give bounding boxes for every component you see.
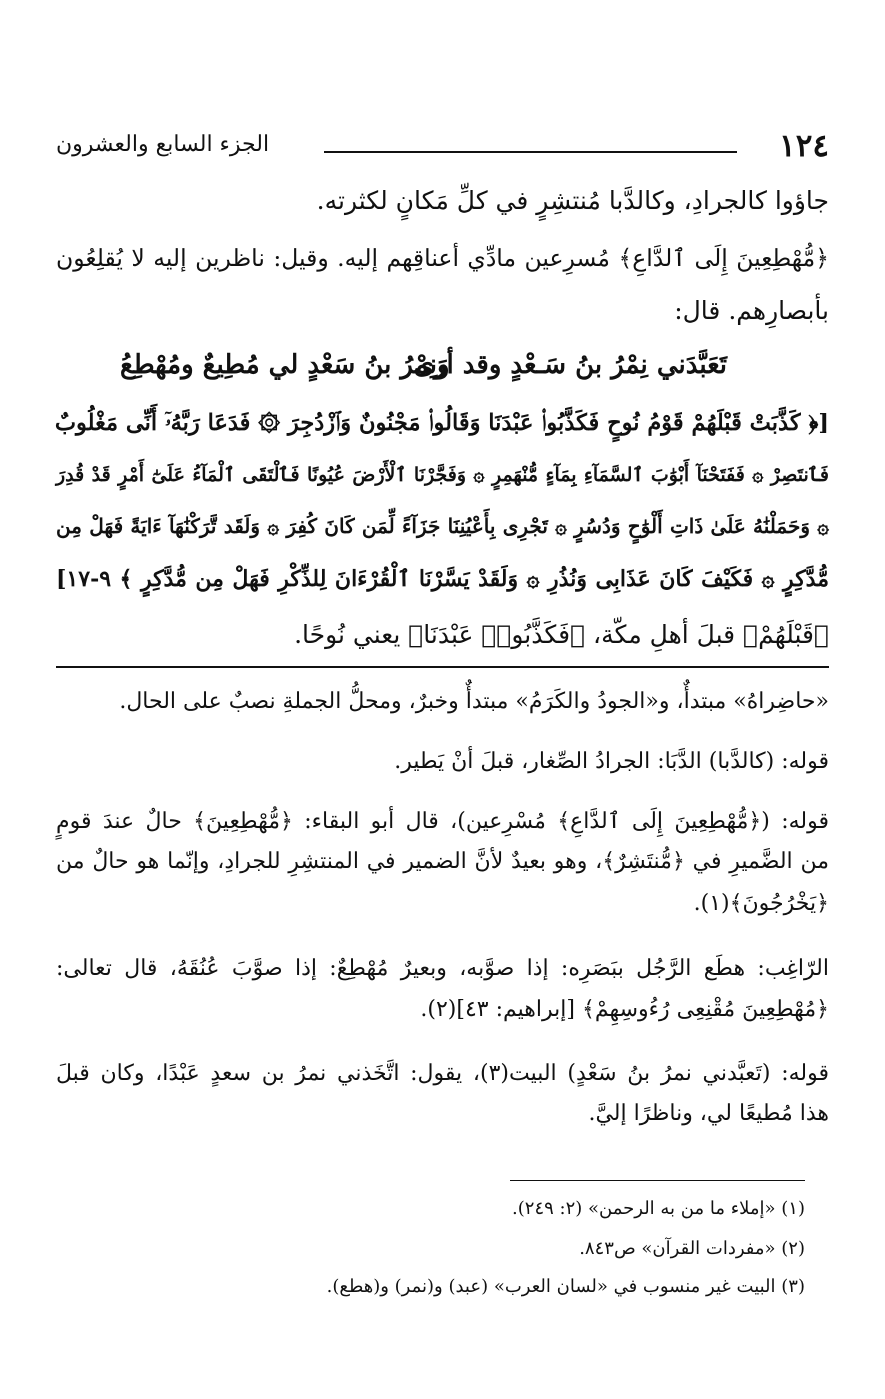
part-title: الجزء السابع والعشرون — [56, 132, 270, 157]
verse-second-hemistich: ونِمْرُ بنُ سَعْدٍ لي مُطِيعٌ ومُهْطِعُ — [120, 350, 450, 380]
verse-first-hemistich: تَعَبَّدَني نِمْرُ بنُ سَـعْدٍ وقد أرَى — [413, 350, 727, 380]
note-line-4: من الضَّميرِ في ﴿مُّنتَشِرٌ﴾، وهو بعيدٌ لأنَّ الضمير في المنتشِرِ للجرادِ، وإنّما هو حالٌ من — [56, 849, 829, 874]
note-line-8: قوله: (تَعبَّدني نمرُ بنُ سَعْدٍ) البيت(٣)، يقول: اتَّخَذني نمرُ بن سعدٍ عَبْدًا، وكان قبلَ — [56, 1061, 829, 1086]
note-line-5: ﴿يَخْرُجُونَ﴾(١). — [693, 891, 829, 916]
footnote-2: (٢) «مفردات القرآن» ص٨٤٣. — [579, 1238, 805, 1259]
quran-line-3: ۞ وَحَمَلْنَٰهُ عَلَىٰ ذَاتِ أَلْوَٰحٍ وَدُسُرٍ ۞ تَجْرِى بِأَعْيُنِنَا جَزَآءً لِّمَن كَانَ كُفِرَ ۞ وَلَقَد تَّرَكْنَٰهَآ ءَايَةً فَهَلْ مِن — [56, 514, 829, 538]
note-line-3: قوله: (﴿مُّهْطِعِينَ إِلَى ٱلدَّاعِ﴾ مُسْرِعين)، قال أبو البقاء: ﴿مُّهْطِعِينَ﴾ حالٌ عندَ قومٍ — [56, 809, 829, 834]
note-line-6: الرّاغِب: هطَع الرَّجُل ببَصَرِه: إذا صوَّبه، وبعيرٌ مُهْطِعٌ: إذا صوَّبَ عُنُقَهُ، قال تعالى: — [56, 956, 829, 981]
text-line-3: بأبصارِهم. قال: — [674, 296, 829, 325]
note-line-9: هذا مُطيعًا لي، وناظرًا إليَّ. — [588, 1101, 829, 1126]
note-line-7: ﴿مُهْطِعِينَ مُقْنِعِى رُءُوسِهِمْ﴾ [إبراهيم: ٤٣](٢). — [420, 997, 829, 1022]
quran-line-4: مُّدَّكِرٍ ۞ فَكَيْفَ كَانَ عَذَابِى وَنُذُرِ ۞ وَلَقَدْ يَسَّرْنَا ٱلْقُرْءَانَ لِلذِّكْرِ فَهَلْ مِن مُّدَّكِرٍ ﴾ ٩-١٧] — [56, 566, 829, 592]
running-header — [56, 128, 829, 172]
note-line-2: قوله: (كالدَّبا) الدَّبَا: الجرادُ الصِّغار، قبلَ أنْ يَطير. — [394, 749, 829, 774]
text-line-4: ﴿قَبْلَهُمْ﴾ قبلَ أهلِ مكّة، ﴿فَكَذَّبُوا۟ عَبْدَنَا﴾ يعني نُوحًا. — [294, 620, 829, 649]
header-rule — [324, 151, 737, 153]
footnote-1: (١) «إملاء ما من به الرحمن» (٢: ٢٤٩). — [512, 1198, 805, 1219]
text-line-1: جاؤوا كالجرادِ، وكالدَّبا مُنتشِرٍ في كلِّ مَكانٍ لكثرته. — [316, 186, 829, 215]
footnote-3: (٣) البيت غير منسوب في «لسان العرب» (عبد) و(نمر) و(هطع). — [326, 1276, 805, 1297]
text-line-2: ﴿مُّهْطِعِينَ إِلَى ٱلدَّاعِ﴾ مُسرِعين مادِّي أعناقِهم إليه. وقيل: ناظرين إليه لا يُقلِعُون — [56, 244, 829, 272]
page-number: ١٢٤ — [779, 128, 829, 164]
quran-line-1: [﴿ كَذَّبَتْ قَبْلَهُمْ قَوْمُ نُوحٍ فَكَذَّبُوا۟ عَبْدَنَا وَقَالُوا۟ مَجْنُونٌ وَٱزْدُجِرَ ۞ فَدَعَا رَبَّهُۥٓ أَنِّى مَغْلُوبٌ — [54, 410, 829, 436]
quran-line-2: فَٱنتَصِرْ ۞ فَفَتَحْنَآ أَبْوَٰبَ ٱلسَّمَآءِ بِمَآءٍ مُّنْهَمِرٍ ۞ وَفَجَّرْنَا ٱلْأَرْضَ عُيُونًا فَٱلْتَقَى ٱلْمَآءُ عَلَىٰٓ أَمْرٍ قَدْ قُدِرَ — [56, 464, 829, 486]
footnote-rule — [510, 1180, 805, 1181]
commentary-separator — [56, 666, 829, 668]
note-line-1: «حاضِراهُ» مبتدأٌ، و«الجودُ والكَرَمُ» مبتدأٌ وخبرٌ، ومحلُّ الجملةِ نصبٌ على الحال. — [119, 689, 829, 714]
